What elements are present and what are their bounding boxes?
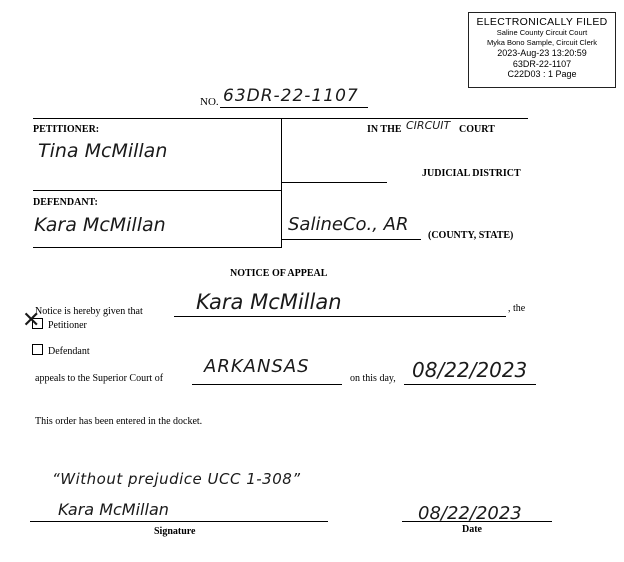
district-rule xyxy=(281,182,387,183)
party-name-line xyxy=(174,316,506,317)
date-signature-line xyxy=(402,521,552,522)
county-state-label: (COUNTY, STATE) xyxy=(428,230,514,241)
signature-line xyxy=(30,521,328,522)
defendant-name: Kara McMillan xyxy=(34,214,166,236)
docket-text: This order has been entered in the docket. xyxy=(35,416,203,427)
stamp-datetime: 2023-Aug-23 13:20:59 xyxy=(497,48,587,58)
court-type: CIRCUIT xyxy=(406,119,451,132)
county-value: SalineCo., AR xyxy=(288,214,409,235)
court-prefix: IN THE xyxy=(367,124,402,135)
date-label: Date xyxy=(462,524,482,535)
reservation-note: “Without prejudice UCC 1-308” xyxy=(52,470,301,488)
case-number-underline xyxy=(220,107,368,108)
stamp-title: ELECTRONICALLY FILED xyxy=(476,16,608,28)
petitioner-label: PETITIONER: xyxy=(33,124,100,135)
check-mark-icon: ✕ xyxy=(22,308,41,333)
day-text: on this day, xyxy=(350,373,396,384)
notice-the-text: , the xyxy=(508,303,526,314)
case-number-value: 63DR-22-1107 xyxy=(223,86,359,106)
stamp-pages: C22D03 : 1 Page xyxy=(507,69,577,79)
case-number-label: NO. xyxy=(200,96,219,108)
court-suffix: COURT xyxy=(459,124,495,135)
signature-date: 08/22/2023 xyxy=(418,503,522,524)
county-rule xyxy=(281,239,421,240)
option-petitioner-label: Petitioner xyxy=(48,320,87,331)
notice-party-name: Kara McMillan xyxy=(196,290,342,314)
caption-divider xyxy=(281,118,282,248)
filing-stamp xyxy=(468,12,616,88)
stamp-case: 63DR-22-1107 xyxy=(512,58,572,69)
signed-name: Kara McMillan xyxy=(58,500,169,519)
date-line xyxy=(404,384,536,385)
signature-label: Signature xyxy=(154,526,196,537)
appeal-date: 08/22/2023 xyxy=(412,358,528,382)
petitioner-bottom-rule xyxy=(33,190,281,191)
defendant-bottom-rule xyxy=(33,247,281,248)
appeal-state: ARKANSAS xyxy=(204,356,310,377)
petitioner-name: Tina McMillan xyxy=(38,140,168,162)
stamp-clerk: Myka Bono Sample, Circuit Clerk xyxy=(486,38,598,47)
notice-given-text: Notice is hereby given that xyxy=(35,306,143,317)
option-defendant-label: Defendant xyxy=(48,346,90,357)
notice-title: NOTICE OF APPEAL xyxy=(230,268,328,279)
defendant-label: DEFENDANT: xyxy=(33,197,98,208)
stamp-court: Saline County Circuit Court xyxy=(496,28,588,37)
defendant-checkbox[interactable] xyxy=(32,344,43,355)
appeals-text: appeals to the Superior Court of xyxy=(35,373,164,384)
state-line xyxy=(192,384,342,385)
judicial-district-label: JUDICIAL DISTRICT xyxy=(422,168,521,179)
